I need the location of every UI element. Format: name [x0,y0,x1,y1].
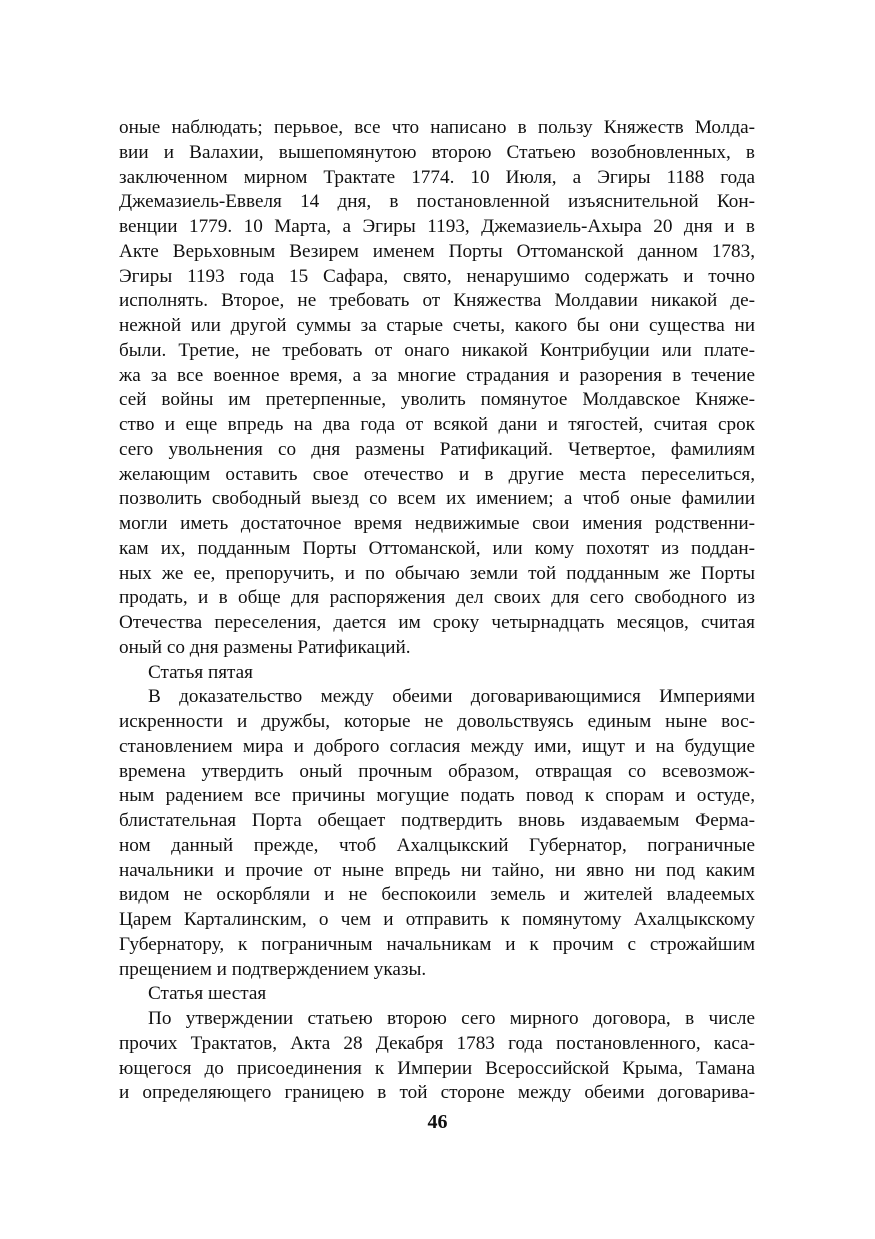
text-line: нежной или другой суммы за старые счеты, какого бы они существа ни [119,315,755,336]
text-line: Акте Верьховным Везирем именем Порты Оттоманской данном 1783, [119,240,755,262]
text-line: Царем Карталинским, о чем и отправить к помянутому Ахалцыкскому [119,909,755,930]
text-line: времена утвердить оный прочным образом, отвращая со всевозмож- [119,760,755,782]
text-line: сего увольнения со дня размены Ратификаций. Четвертое, фамилиям [119,438,755,460]
text-line: В доказательство между обеими договаривающимися Империями [148,686,755,708]
paragraph [119,1007,755,1106]
text-line: видом не оскорбляли и не беспокоили земель и жителей владеемых [119,884,755,906]
text-line: ном данный прежде, чтоб Ахалцыкский Губернатор, пограничные [119,834,755,856]
text-line: вии и Валахии, вышепомянутою второю Статьею возобновленных, в [119,141,755,163]
text-line: ство и еще впредь на два года от всякой дани и тягостей, считая срок [119,414,755,435]
heading-text: Статья шестая [148,983,267,1005]
text-line: искренности и дружбы, которые не довольствуясь единым ныне вос- [119,711,755,732]
text-line: могли иметь достаточное время недвижимые свои имения родственни- [119,513,755,534]
text-line: прещением и подтверждением указы. [119,958,427,980]
text-line: оный со дня размены Ратификаций. [119,636,411,658]
text-line: желающим оставить свое отечество и в другие места переселиться, [119,463,755,485]
heading-text: Статья пятая [148,661,253,683]
text-line: исполнять. Второе, не требовать от Княжества Молдавии никакой де- [119,290,755,312]
article-heading [119,982,755,1007]
text-line: ным радением все причины могущие подать повод к спорам и остуде, [119,785,755,807]
body-text [119,116,755,1106]
page-number: 46 [427,1111,448,1133]
paragraph [119,116,755,661]
text-line: Отечества переселения, дается им сроку четырнадцать месяцов, считая [119,612,755,633]
text-line: продать, и в обще для распоряжения дел своих для сего свободного из [119,587,755,609]
text-line: и определяющего границею в той стороне между обеими договарива- [119,1082,755,1104]
text-line: Эгиры 1193 года 15 Сафара, свято, ненарушимо содержать и точно [119,265,755,287]
text-line: позволить свободный выезд со всем их имением; а чтоб оные фамилии [119,488,755,510]
text-line: Джемазиель-Еввеля 14 дня, в постановленной изъяснительной Кон- [119,191,755,213]
article-heading [119,661,755,686]
text-line: становлением мира и доброго согласия между ими, ищут и на будущие [119,735,755,757]
text-line: жа за все военное время, а за многие страдания и разорения в течение [119,364,755,386]
text-line: начальники и прочие от ныне впредь ни тайно, ни явно ни под каким [119,859,755,881]
text-line: ных же ее, препоручить, и по обычаю земли той подданным же Порты [119,562,755,584]
text-line: ющегося до присоединения к Империи Всероссийской Крыма, Тамана [119,1057,755,1079]
text-line: блистательная Порта обещает подтвердить вновь издаваемым Ферма- [119,810,755,831]
text-line: Губернатору, к пограничным начальникам и к прочим с строжайшим [119,933,755,955]
text-line: По утверждении статьею второю сего мирного договора, в числе [148,1008,755,1029]
text-line: венции 1779. 10 Марта, а Эгиры 1193, Джемазиель-Ахыра 20 дня и в [119,216,755,237]
text-line: были. Третие, не требовать от онаго никакой Контрибуции или плате- [119,339,755,361]
text-line: прочих Трактатов, Акта 28 Декабря 1783 года постановленного, каса- [119,1032,755,1054]
text-line: сей войны им претерпенные, уволить помянутое Молдавское Княже- [119,389,755,411]
text-line: оные наблюдать; перьвое, все что написано в пользу Княжеств Молда- [119,117,755,138]
text-line: заключенном мирном Трактате 1774. 10 Июля, а Эгиры 1188 года [119,166,755,188]
text-line: кам их, подданным Порты Оттоманской, или кому похотят из поддан- [119,537,755,559]
paragraph [119,685,755,982]
